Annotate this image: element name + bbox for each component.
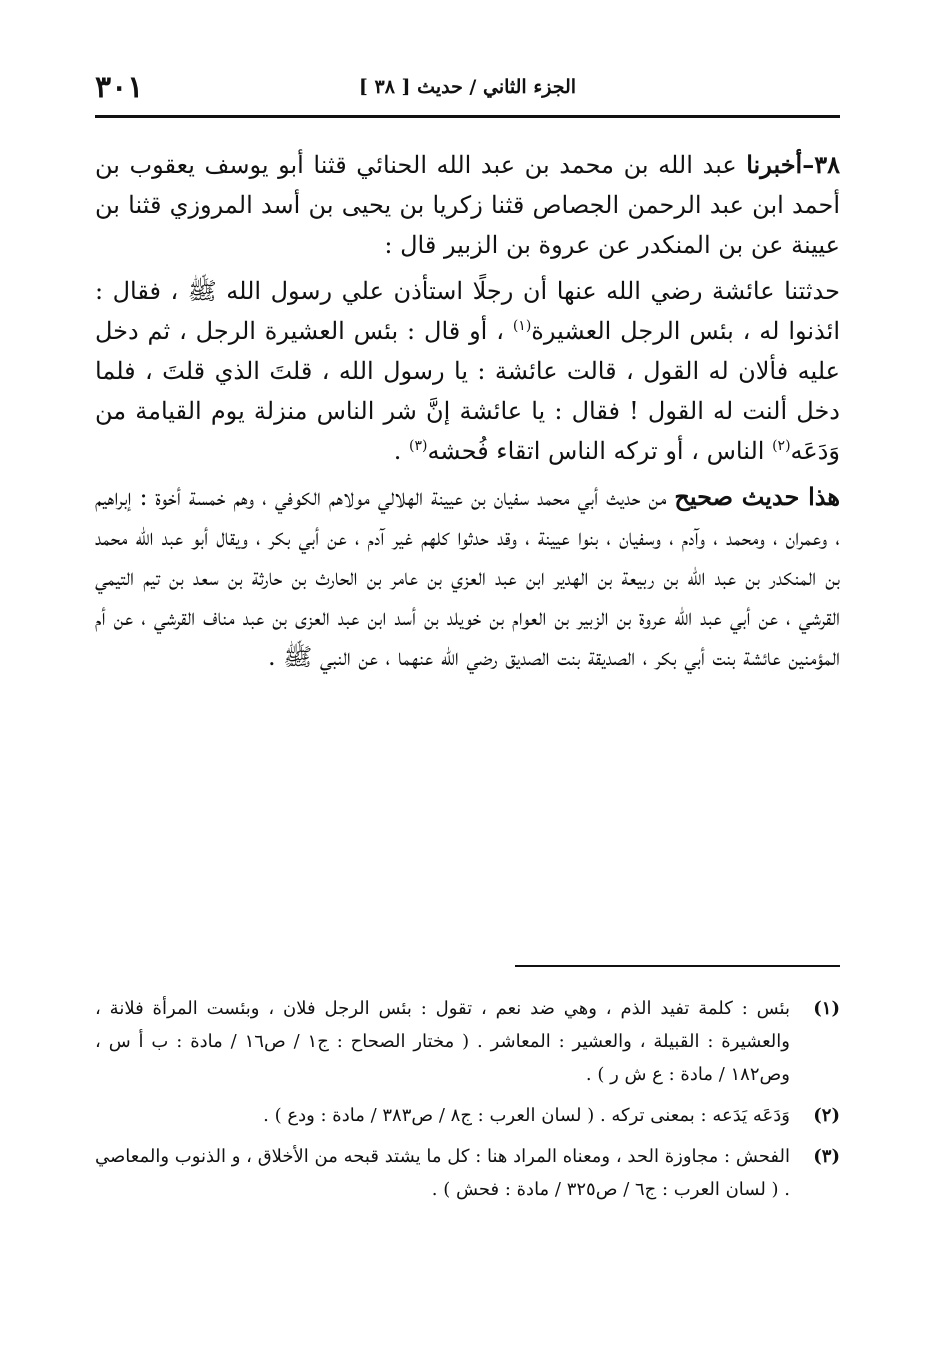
footnote-number: (٢) [813, 1105, 840, 1126]
isnad-paragraph [95, 145, 840, 265]
hadith-number: ٣٨– [802, 150, 840, 179]
commentary-paragraph [95, 477, 840, 677]
isnad-lead: أخبرنا [746, 150, 803, 179]
running-title: الجزء الثاني / حديث [ ٣٨ ] [358, 76, 577, 98]
footnote-ref-3: (٣) [408, 438, 428, 454]
main-text [95, 145, 840, 677]
footnote-2 [95, 1099, 840, 1132]
matn-paragraph [95, 271, 840, 471]
footnotes [95, 992, 840, 1214]
footnote-number: (٣) [813, 1146, 840, 1167]
footnote-text: بئس : كلمة تفيد الذم ، وهي ضد نعم ، تقول : بئس الرجل فلان ، وبئست المرأة فلانة ، والعشيرة : القبيلة ، والعشير : المعاشر . ( مختار الصحاح : ج١ / ص١٦ / مادة : ب أ س ، وص١٨٢ / مادة : ع ش ر ) . [95, 998, 790, 1085]
footnote-1 [95, 992, 840, 1091]
footnote-text: الفحش : مجاوزة الحد ، ومعناه المراد هنا : كل ما يشتد قبحه من الأخلاق ، و الذنوب والمعاصي . ( لسان العرب : ج٦ / ص٣٢٥ / مادة : فحش ) . [95, 1146, 790, 1200]
footnote-number: (١) [813, 998, 840, 1019]
commentary-lead: هذا حديث صحيح [674, 482, 840, 511]
footnote-text: وَدَعَه يَدَعه : بمعنى تركه . ( لسان العرب : ج٨ / ص٣٨٣ / مادة : ودع ) . [263, 1105, 790, 1126]
footnote-separator [515, 965, 840, 967]
footnote-ref-2: (٢) [772, 438, 791, 454]
page-number: ٣٠١ [95, 70, 144, 105]
page-header [95, 70, 840, 110]
matn-end: . [393, 437, 409, 465]
matn-text-3: الناس ، أو تركه الناس اتقاء فُحشه [427, 437, 773, 465]
matn-text-2: ، أو قال : بئس العشيرة الرجل ، ثم دخل عليه فألان له القول ، قالت عائشة : يا رسول الله ، قلتَ الذي قلتَ ، فلما دخل ألنت له القول ! فقال : يا عائشة إنَّ شر الناس منزلة يوم القيامة من وَدَعَه [95, 317, 840, 465]
isnad-text: عبد الله بن محمد بن عبد الله الحنائي قثنا أبو يوسف يعقوب بن أحمد ابن عبد الرحمن الجصاص قثنا زكريا بن يحيى بن أسد المروزي قثنا بن عيينة عن بن المنكدر عن عروة بن الزبير قال : [95, 151, 840, 259]
footnote-3 [95, 1140, 840, 1206]
matn-text-1: حدثتنا عائشة رضي الله عنها أن رجلًا استأذن علي رسول الله ﷺ ، فقال : ائذنوا له ، بئس الرجل العشيرة [95, 277, 841, 345]
header-rule [95, 115, 840, 118]
commentary-text: من حديث أبي محمد سفيان بن عيينة الهلالي مولاهم الكوفي ، وهم خمسة أخوة : إبراهيم ، وعمران ، ومحمد ، وآدم ، وسفيان ، بنوا عيينة ، وقد حدثوا كلهم غير آدم ، عن أبي بكر ، ويقال أبو عبد الله محمد بن المنكدر بن عبد الله بن ربيعة بن الهدير ابن عبد العزي بن عامر بن الحارث بن حارثة بن سعد بن تيم التيمي القرشي ، عن أبي عبد الله عروة بن الزبير بن العوام بن خويلد بن أسد ابن عبد العزى بن عبد مناف القرشي ، عن أم المؤمنين عائشة بنت أبي بكر ، الصديقة بنت الصديق رضي الله عنهما ، عن النبي ﷺ . [95, 483, 841, 671]
footnote-ref-1: (١) [512, 318, 532, 334]
